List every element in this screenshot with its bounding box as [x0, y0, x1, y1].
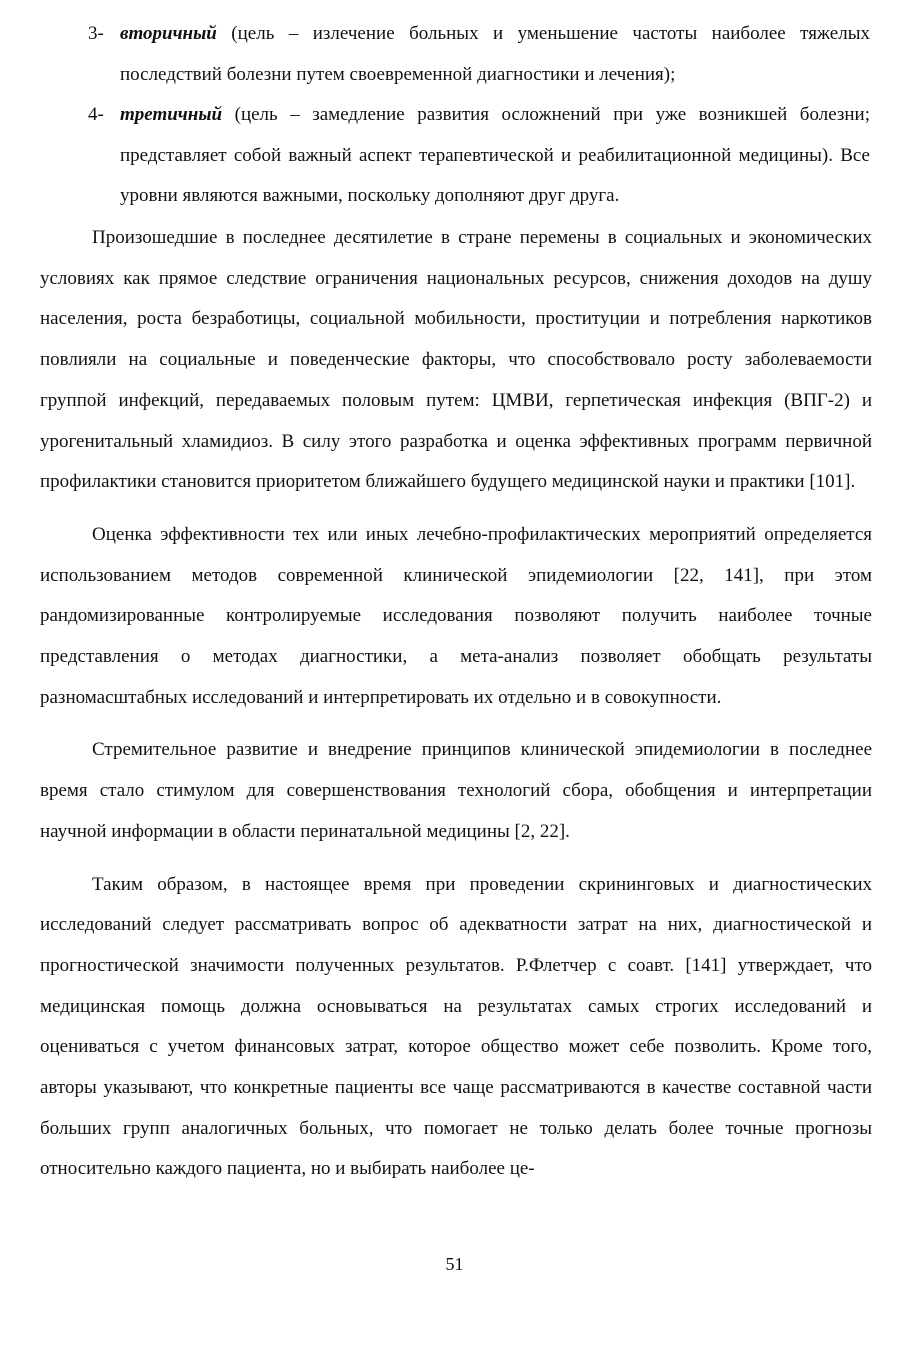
list-item-text: (цель – замедление развития осложнений при уже возникшей болезни; представляет собой важный аспект терапевтической и реабилитационной медицины). Все уровни являются важными, поскольку дополняют друг друга. [120, 104, 870, 206]
list-item-number: 4- [88, 104, 104, 125]
paragraph-social-factors: Произошедшие в последнее десятилетие в стране перемены в социальных и экономических условиях как прямое следствие ограничения национальных ресурсов, снижения доходов на душу населения, роста безработицы, социальной мобильности, проституции и потребления наркотиков повлияли на социальные и поведенческие факторы, что способствовало росту заболеваемости группой инфекций, передаваемых половым путем: ЦМВИ, герпетическая инфекция (ВПГ-2) и урогенитальный хламидиоз. В силу этого разработка и оценка эффективных программ первичной профилактики становится приоритетом ближайшего будущего медицинской науки и практики [101]. [40, 227, 872, 493]
body-text [40, 218, 872, 1202]
prevention-levels-list [88, 14, 870, 217]
list-item-term: вторичный [120, 23, 217, 44]
paragraph-clinical-epidemiology: Стремительное развитие и внедрение принципов клинической эпидемиологии в последнее время стало стимулом для совершенствования технологий сбора, обобщения и интерпретации научной информации в области перинатальной медицины [2, 22]. [40, 739, 872, 842]
page-number: 51 [445, 1254, 464, 1274]
list-item [88, 95, 870, 217]
list-item-text: (цель – излечение больных и уменьшение частоты наиболее тяжелых последствий болезни путем своевременной диагностики и лечения); [120, 23, 870, 85]
list-item [88, 14, 870, 95]
list-item-number: 3- [88, 23, 104, 44]
paragraph-efficiency-evaluation: Оценка эффективности тех или иных лечебно-профилактических мероприятий определяется использованием методов современной клинической эпидемиологии [22, 141], при этом рандомизированные контролируемые исследования позволяют получить наиболее точные представления о методах диагностики, а мета-анализ позволяет обобщать результаты разномасштабных исследований и интерпретировать их отдельно и в совокупности. [40, 523, 872, 708]
list-item-term: третичный [120, 104, 223, 125]
paragraph-screening-costs: Таким образом, в настоящее время при проведении скрининговых и диагностических исследований следует рассматривать вопрос об адекватности затрат на них, диагностической и прогностической значимости полученных результатов. Р.Флетчер с соавт. [141] утверждает, что медицинская помощь должна основываться на результатах самых строгих исследований и оцениваться с учетом финансовых затрат, которое общество может себе позволить. Кроме того, авторы указывают, что конкретные пациенты все чаще рассматриваются в качестве составной части больших групп аналогичных больных, что помогает не только делать более точные прогнозы относительно каждого пациента, но и выбирать наиболее це- [40, 873, 872, 1180]
